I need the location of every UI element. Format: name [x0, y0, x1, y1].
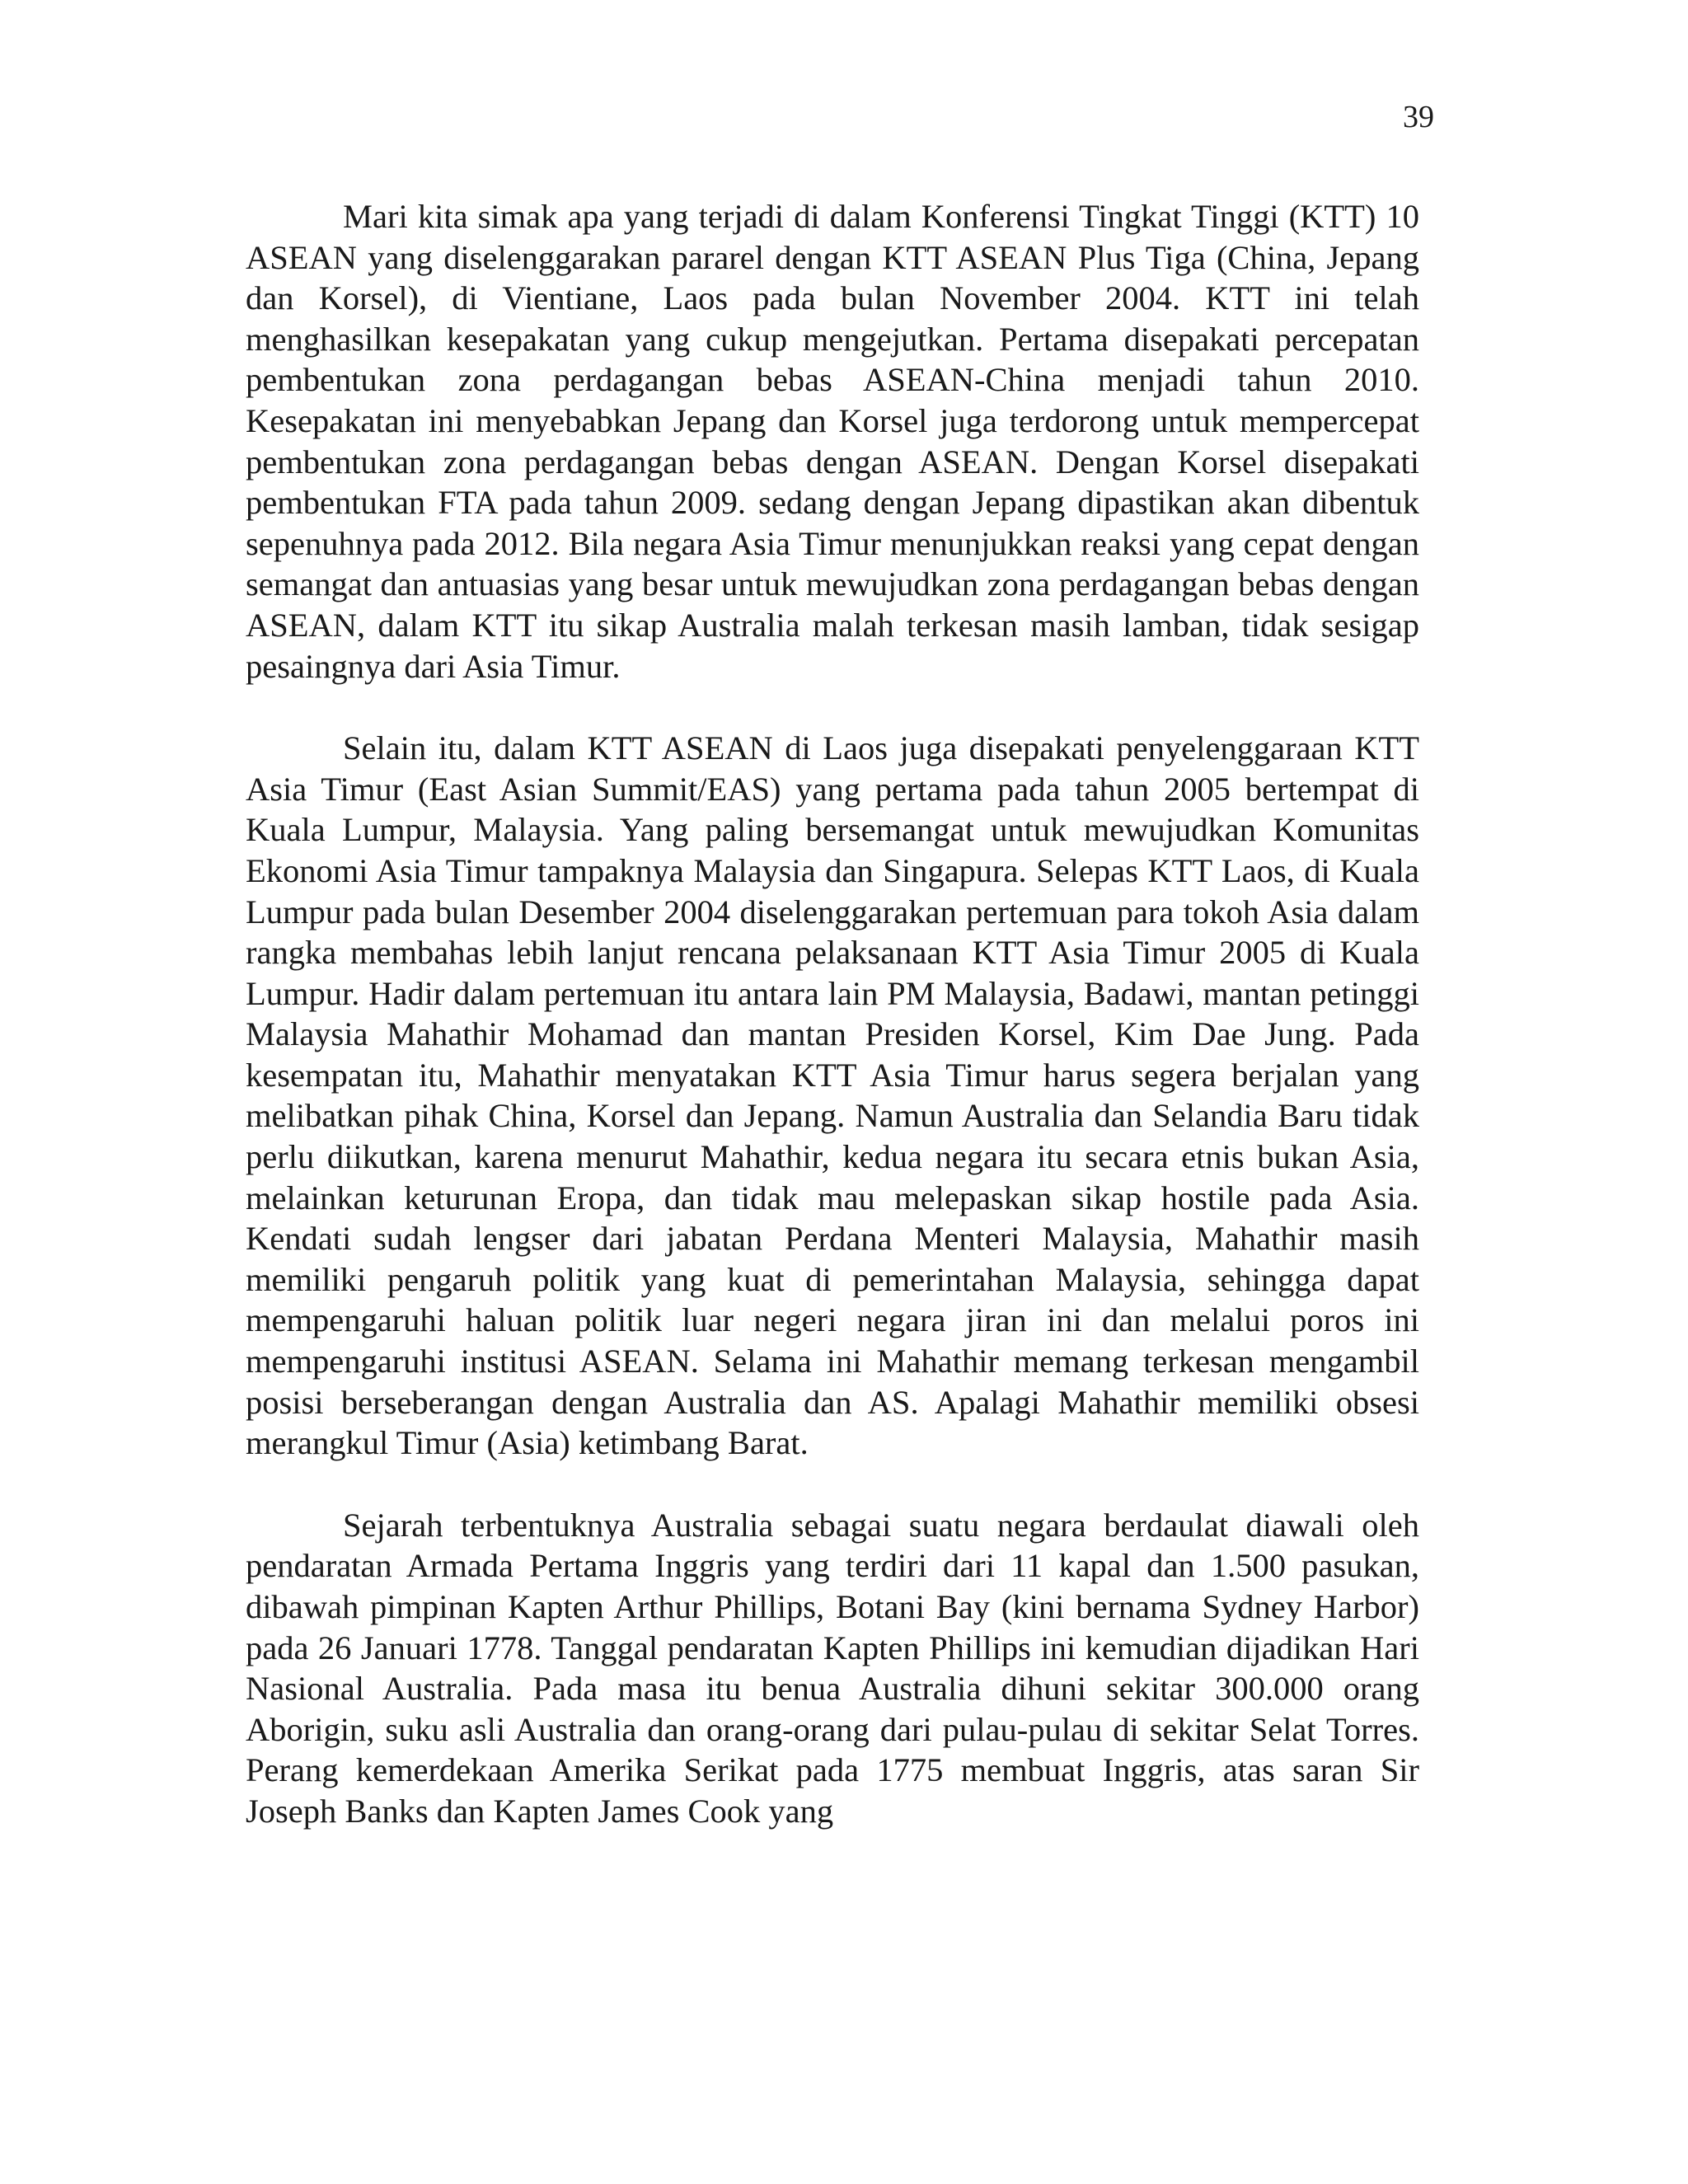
paragraph-ktt-asean-vientiane: Mari kita simak apa yang terjadi di dalam Konferensi Tingkat Tinggi (KTT) 10 ASEAN yang diselenggarakan pararel dengan KTT ASEAN Plus Tiga (China, Jepang dan Korsel), di Vientiane, Laos pada bulan November 2004. KTT ini telah menghasilkan kesepakatan yang cukup mengejutkan. Pertama disepakati percepatan pembentukan zona perdagangan bebas ASEAN-China menjadi tahun 2010. Kesepakatan ini menyebabkan Jepang dan Korsel juga terdorong untuk mempercepat pembentukan zona perdagangan bebas dengan ASEAN. Dengan Korsel disepakati pembentukan FTA pada tahun 2009. sedang dengan Jepang dipastikan akan dibentuk sepenuhnya pada 2012. Bila negara Asia Timur menunjukkan reaksi yang cepat dengan semangat dan antuasias yang besar untuk mewujudkan zona perdagangan bebas dengan ASEAN, dalam KTT itu sikap Australia malah terkesan masih lamban, tidak sesigap pesaingnya dari Asia Timur.: [246, 198, 1419, 685]
body-text: [246, 196, 1419, 1832]
paragraph-australia-history: Sejarah terbentuknya Australia sebagai suatu negara berdaulat diawali oleh pendaratan Armada Pertama Inggris yang terdiri dari 11 kapal dan 1.500 pasukan, dibawah pimpinan Kapten Arthur Phillips, Botani Bay (kini bernama Sydney Harbor) pada 26 Januari 1778. Tanggal pendaratan Kapten Phillips ini kemudian dijadikan Hari Nasional Australia. Pada masa itu benua Australia dihuni sekitar 300.000 orang Aborigin, suku asli Australia dan orang-orang dari pulau-pulau di sekitar Selat Torres. Perang kemerdekaan Amerika Serikat pada 1775 membuat Inggris, atas saran Sir Joseph Banks dan Kapten James Cook yang: [246, 1506, 1419, 1830]
page-number: 39: [1403, 100, 1434, 134]
paragraph-east-asian-summit: Selain itu, dalam KTT ASEAN di Laos juga disepakati penyelenggaraan KTT Asia Timur (East Asian Summit/EAS) yang pertama pada tahun 2005 bertempat di Kuala Lumpur, Malaysia. Yang paling bersemangat untuk mewujudkan Komunitas Ekonomi Asia Timur tampaknya Malaysia dan Singapura. Selepas KTT Laos, di Kuala Lumpur pada bulan Desember 2004 diselenggarakan pertemuan para tokoh Asia dalam rangka membahas lebih lanjut rencana pelaksanaan KTT Asia Timur 2005 di Kuala Lumpur. Hadir dalam pertemuan itu antara lain PM Malaysia, Badawi, mantan petinggi Malaysia Mahathir Mohamad dan mantan Presiden Korsel, Kim Dae Jung. Pada kesempatan itu, Mahathir menyatakan KTT Asia Timur harus segera berjalan yang melibatkan pihak China, Korsel dan Jepang. Namun Australia dan Selandia Baru tidak perlu diikutkan, karena menurut Mahathir, kedua negara itu secara etnis bukan Asia, melainkan keturunan Eropa, dan tidak mau melepaskan sikap hostile pada Asia. Kendati sudah lengser dari jabatan Perdana Menteri Malaysia, Mahathir masih memiliki pengaruh politik yang kuat di pemerintahan Malaysia, sehingga dapat mempengaruhi haluan politik luar negeri negara jiran ini dan melalui poros ini mempengaruhi institusi ASEAN. Selama ini Mahathir memang terkesan mengambil posisi berseberangan dengan Australia dan AS. Apalagi Mahathir memiliki obsesi merangkul Timur (Asia) ketimbang Barat.: [246, 729, 1419, 1462]
